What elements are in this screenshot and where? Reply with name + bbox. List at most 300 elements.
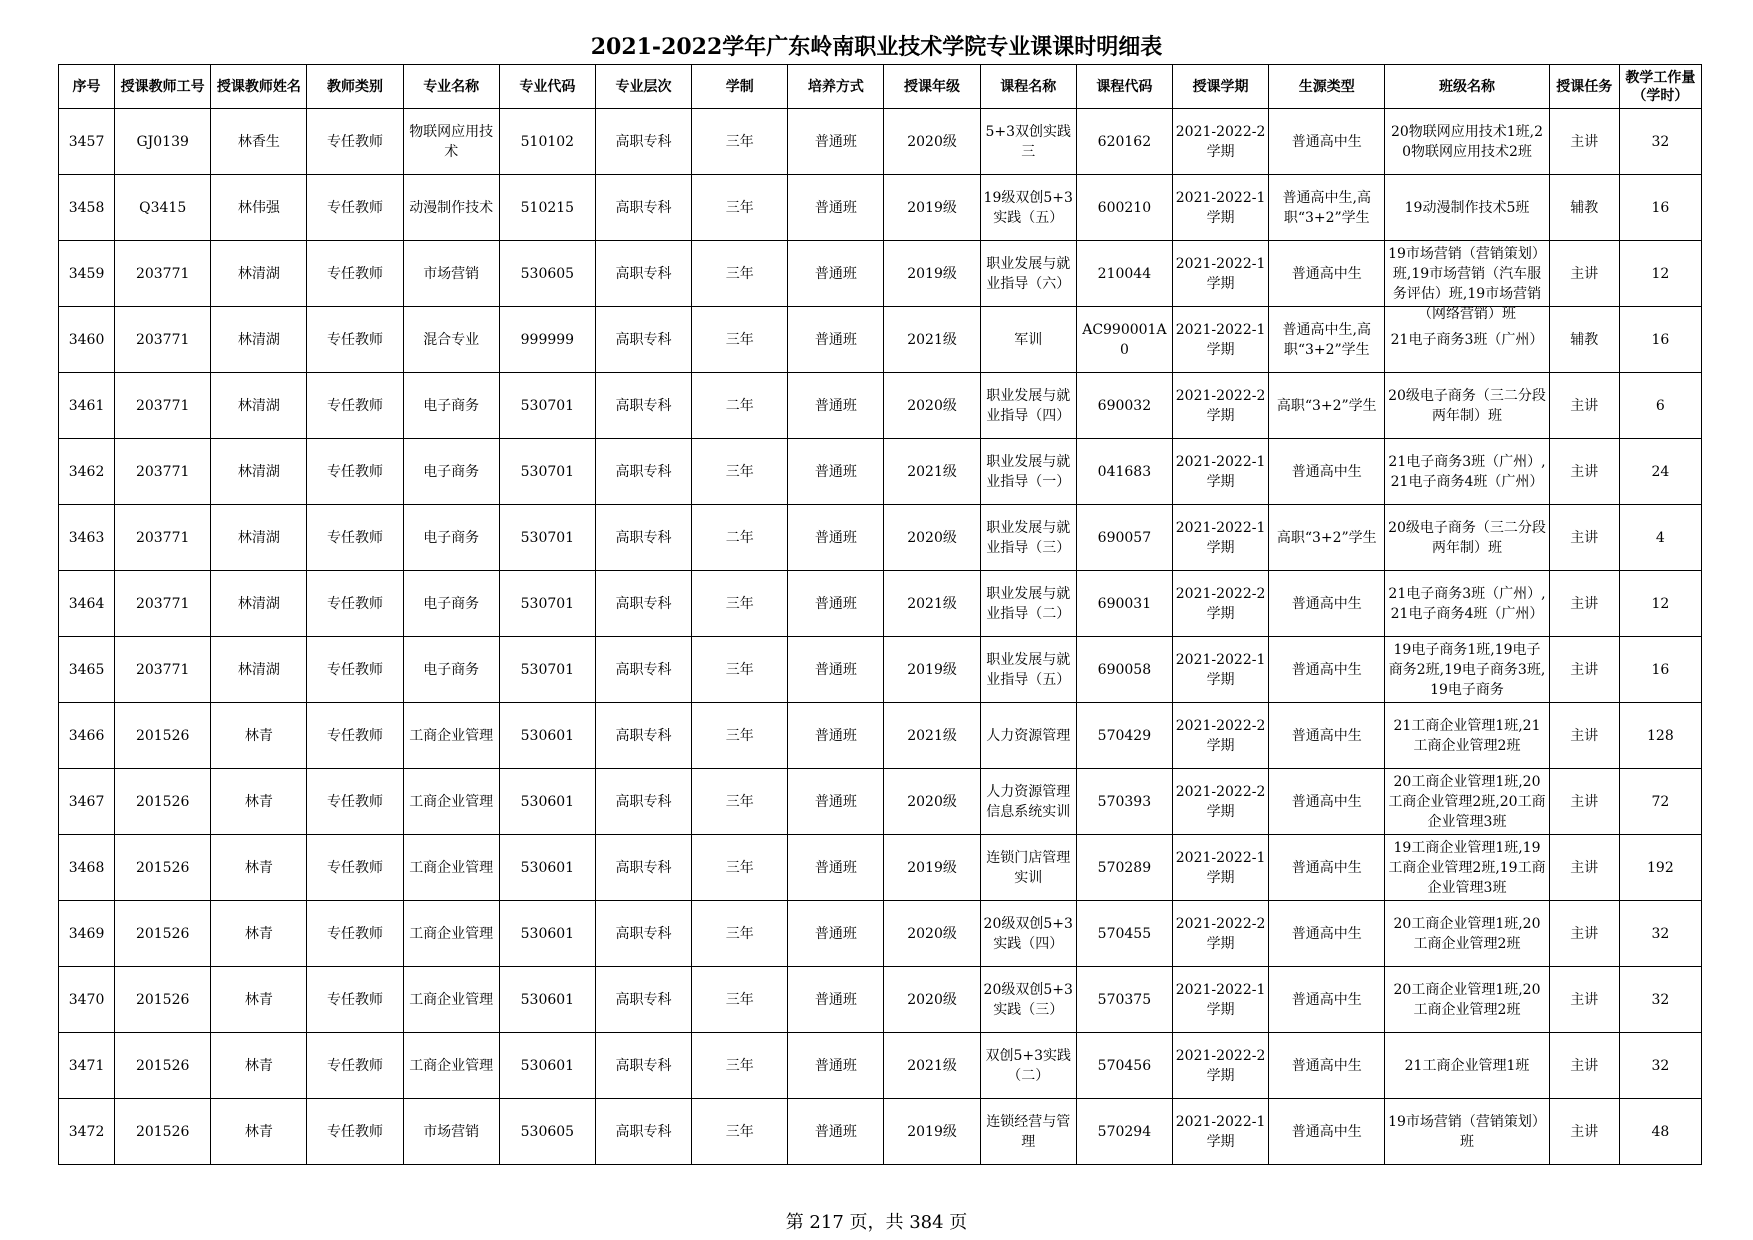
table-row: [59, 1099, 1702, 1165]
table-cell: [1172, 175, 1268, 241]
table-cell: [1076, 307, 1172, 373]
cell-text: 高职专科: [615, 463, 672, 480]
cell-text: 620162: [1097, 133, 1152, 150]
table-cell: [1076, 571, 1172, 637]
table-cell: [595, 373, 691, 439]
cell-text: 林清湖: [237, 397, 280, 414]
cell-text: 专任教师: [327, 727, 384, 744]
table-cell: [1549, 439, 1619, 505]
cell-text: 林青: [244, 1123, 273, 1140]
table-cell: [403, 703, 499, 769]
cell-text: 普通高中生: [1291, 925, 1362, 942]
cell-text: 570455: [1097, 925, 1152, 942]
table-cell: [692, 175, 788, 241]
table-row: [59, 373, 1702, 439]
cell-text: 普通班: [814, 463, 857, 480]
cell-text: 普通班: [814, 199, 857, 216]
cell-text: 三年: [725, 793, 754, 810]
cell-text: 专任教师: [327, 793, 384, 810]
table-cell: [1619, 241, 1701, 307]
cell-text: 690058: [1097, 661, 1152, 678]
table-cell: [211, 175, 307, 241]
cell-text: 专任教师: [327, 925, 384, 942]
table-cell: [115, 637, 211, 703]
cell-text: 3457: [68, 133, 105, 150]
table-cell: [1269, 1099, 1385, 1165]
table-cell: [1269, 109, 1385, 175]
table-cell: [1619, 307, 1701, 373]
cell-text: 林青: [244, 727, 273, 744]
cell-text: 高职专科: [615, 595, 672, 612]
cell-text: 19动漫制作技术5班: [1404, 199, 1530, 216]
column-header: 授课教师工号: [115, 65, 211, 109]
cell-text: 2021-2022-1学期: [1175, 189, 1266, 226]
cell-text: 510102: [520, 133, 575, 150]
table-cell: [595, 307, 691, 373]
table-cell: [884, 769, 980, 835]
cell-text: 20工商企业管理1班,20工商企业管理2班: [1393, 981, 1541, 1018]
cell-text: 三年: [725, 265, 754, 282]
table-cell: [307, 373, 403, 439]
cell-text: AC990001A0: [1082, 321, 1167, 358]
cell-text: 203771: [135, 265, 190, 282]
table-cell: [884, 571, 980, 637]
cell-text: 570294: [1097, 1123, 1152, 1140]
table-cell: [1619, 373, 1701, 439]
cell-text: 530701: [520, 397, 575, 414]
table-cell: [115, 373, 211, 439]
cell-text: 48: [1651, 1123, 1670, 1140]
cell-text: 普通高中生: [1291, 265, 1362, 282]
cell-text: 专任教师: [327, 661, 384, 678]
cell-text: 2019级: [907, 661, 957, 678]
table-cell: [403, 439, 499, 505]
cell-text: 16: [1651, 661, 1670, 678]
cell-text: 林清湖: [237, 265, 280, 282]
cell-text: 128: [1647, 727, 1674, 744]
table-cell: [115, 1033, 211, 1099]
cell-text: 普通班: [814, 991, 857, 1008]
cell-text: 6: [1655, 397, 1665, 414]
table-cell: [499, 769, 595, 835]
cell-text: 570375: [1097, 991, 1152, 1008]
table-cell: [1549, 175, 1619, 241]
cell-text: 3467: [68, 793, 105, 810]
table-cell: [1619, 1099, 1701, 1165]
cell-text: 主讲: [1570, 133, 1599, 150]
cell-text: 203771: [135, 595, 190, 612]
cell-text: 三年: [725, 595, 754, 612]
table-cell: [1549, 637, 1619, 703]
table-cell: [884, 175, 980, 241]
table-cell: [403, 175, 499, 241]
cell-text: 普通高中生: [1291, 991, 1362, 1008]
cell-text: 32: [1651, 925, 1670, 942]
table-cell: [211, 241, 307, 307]
cell-text: 普通高中生: [1291, 727, 1362, 744]
table-cell: [692, 1033, 788, 1099]
cell-text: 2021-2022-2学期: [1175, 387, 1266, 424]
table-cell: [1269, 307, 1385, 373]
table-cell: [1385, 703, 1549, 769]
cell-text: 4: [1655, 529, 1665, 546]
cell-text: 职业发展与就业指导（五）: [986, 651, 1071, 688]
cell-text: 职业发展与就业指导（六）: [986, 255, 1071, 292]
cell-text: 192: [1647, 859, 1674, 876]
cell-text: 2020级: [907, 793, 957, 810]
cell-text: 21电子商务3班（广州）: [1390, 331, 1544, 348]
table-cell: [1172, 505, 1268, 571]
table-cell: [884, 109, 980, 175]
table-cell: [595, 439, 691, 505]
table-row: [59, 901, 1702, 967]
table-cell: [1385, 1033, 1549, 1099]
table-cell: [1172, 835, 1268, 901]
table-cell: [788, 241, 884, 307]
table-row: [59, 769, 1702, 835]
column-header: 班级名称: [1385, 65, 1549, 109]
table-cell: [211, 769, 307, 835]
table-cell: [980, 505, 1076, 571]
table-cell: [595, 901, 691, 967]
cell-text: 动漫制作技术: [409, 199, 494, 216]
table-cell: [307, 571, 403, 637]
table-cell: [307, 637, 403, 703]
table-cell: [403, 241, 499, 307]
table-cell: [1619, 175, 1701, 241]
cell-text: 20级双创5+3实践（三）: [983, 981, 1073, 1018]
column-header: 授课年级: [884, 65, 980, 109]
table-cell: [1549, 1033, 1619, 1099]
table-cell: [1172, 637, 1268, 703]
table-cell: [884, 439, 980, 505]
table-cell: [211, 703, 307, 769]
table-cell: [692, 373, 788, 439]
cell-text: 20级双创5+3实践（四）: [983, 915, 1073, 952]
table-cell: [1076, 1033, 1172, 1099]
table-cell: [980, 1033, 1076, 1099]
table-cell: [692, 505, 788, 571]
table-cell: [1619, 109, 1701, 175]
table-cell: [403, 505, 499, 571]
cell-text: 三年: [725, 1057, 754, 1074]
table-cell: [980, 175, 1076, 241]
cell-text: 三年: [725, 463, 754, 480]
cell-text: 普通班: [814, 1123, 857, 1140]
table-row: [59, 637, 1702, 703]
cell-text: 2021级: [907, 727, 957, 744]
table-cell: [1172, 571, 1268, 637]
table-cell: [59, 835, 115, 901]
cell-text: Q3415: [139, 199, 187, 216]
table-cell: [403, 637, 499, 703]
table-cell: [595, 1099, 691, 1165]
table-cell: [1549, 307, 1619, 373]
cell-text: 林青: [244, 859, 273, 876]
table-row: [59, 175, 1702, 241]
cell-text: 2021-2022-1学期: [1175, 981, 1266, 1018]
cell-text: 20级电子商务（三二分段两年制）班: [1388, 387, 1546, 424]
table-row: [59, 571, 1702, 637]
cell-text: 三年: [725, 199, 754, 216]
table-cell: [1269, 835, 1385, 901]
cell-text: 普通班: [814, 859, 857, 876]
table-cell: [1619, 967, 1701, 1033]
table-cell: [307, 703, 403, 769]
table-cell: [788, 703, 884, 769]
cell-text: 高职专科: [615, 859, 672, 876]
column-header: 课程名称: [980, 65, 1076, 109]
cell-text: 530605: [520, 1123, 575, 1140]
cell-text: 连锁经营与管理: [986, 1113, 1071, 1150]
cell-text: 20物联网应用技术1班,20物联网应用技术2班: [1390, 123, 1544, 160]
column-header: 专业名称: [403, 65, 499, 109]
cell-text: 市场营销: [423, 265, 480, 282]
cell-text: 201526: [135, 727, 190, 744]
cell-text: 辅教: [1570, 331, 1599, 348]
table-cell: [1269, 1033, 1385, 1099]
table-cell: [980, 967, 1076, 1033]
table-cell: [788, 175, 884, 241]
table-cell: [595, 109, 691, 175]
table-cell: [1269, 439, 1385, 505]
table-cell: [1385, 901, 1549, 967]
cell-text: 2021-2022-1学期: [1175, 321, 1266, 358]
cell-text: 2021级: [907, 1057, 957, 1074]
table-cell: [692, 307, 788, 373]
table-cell: [884, 241, 980, 307]
table-cell: [1385, 835, 1549, 901]
table-cell: [884, 373, 980, 439]
table-cell: [499, 637, 595, 703]
cell-text: 主讲: [1570, 463, 1599, 480]
table-cell: [884, 1033, 980, 1099]
table-cell: [1549, 769, 1619, 835]
cell-text: 3472: [68, 1123, 105, 1140]
cell-text: 2021-2022-1学期: [1175, 519, 1266, 556]
cell-text: 工商企业管理: [409, 793, 494, 810]
table-cell: [884, 505, 980, 571]
cell-text: 高职专科: [615, 1123, 672, 1140]
table-cell: [884, 307, 980, 373]
table-cell: [59, 901, 115, 967]
table-cell: [884, 901, 980, 967]
cell-text: 高职专科: [615, 397, 672, 414]
cell-text: 530601: [520, 1057, 575, 1074]
table-cell: [499, 307, 595, 373]
table-cell: [1076, 241, 1172, 307]
table-cell: [499, 1099, 595, 1165]
cell-text: 570289: [1097, 859, 1152, 876]
cell-text: 工商企业管理: [409, 991, 494, 1008]
table-cell: [1076, 1099, 1172, 1165]
column-header: 专业层次: [595, 65, 691, 109]
cell-text: 2021级: [907, 463, 957, 480]
cell-text: 普通高中生: [1291, 1057, 1362, 1074]
table-cell: [692, 967, 788, 1033]
table-cell: [115, 505, 211, 571]
cell-text: 林清湖: [237, 463, 280, 480]
table-cell: [1269, 241, 1385, 307]
table-row: [59, 109, 1702, 175]
cell-text: 普通高中生: [1291, 1123, 1362, 1140]
cell-text: 21工商企业管理1班,21工商企业管理2班: [1393, 717, 1541, 754]
table-cell: [1076, 703, 1172, 769]
cell-text: 林青: [244, 991, 273, 1008]
table-cell: [115, 1099, 211, 1165]
table-cell: [211, 901, 307, 967]
table-cell: [1076, 901, 1172, 967]
cell-text: 3468: [68, 859, 105, 876]
table-cell: [211, 1099, 307, 1165]
cell-text: 3459: [68, 265, 105, 282]
cell-text: 12: [1651, 265, 1670, 282]
cell-text: 林清湖: [237, 331, 280, 348]
table-cell: [115, 967, 211, 1033]
cell-text: 3463: [68, 529, 105, 546]
table-cell: [403, 1033, 499, 1099]
table-cell: [115, 835, 211, 901]
table-cell: [307, 109, 403, 175]
table-cell: [1549, 703, 1619, 769]
cell-text: 电子商务: [423, 529, 480, 546]
table-cell: [595, 967, 691, 1033]
table-cell: [307, 1033, 403, 1099]
cell-text: 电子商务: [423, 463, 480, 480]
cell-text: 20工商企业管理1班,20工商企业管理2班,20工商企业管理3班: [1388, 773, 1546, 830]
table-cell: [1619, 835, 1701, 901]
table-cell: [59, 1099, 115, 1165]
cell-text: 普通班: [814, 529, 857, 546]
cell-text: 2021-2022-2学期: [1175, 717, 1266, 754]
cell-text: 普通班: [814, 331, 857, 348]
table-row: [59, 967, 1702, 1033]
cell-text: 2021级: [907, 331, 957, 348]
cell-text: 专任教师: [327, 529, 384, 546]
table-cell: [788, 109, 884, 175]
cell-text: 高职专科: [615, 793, 672, 810]
table-cell: [980, 835, 1076, 901]
cell-text: 普通高中生: [1291, 595, 1362, 612]
cell-text: 12: [1651, 595, 1670, 612]
cell-text: 二年: [725, 397, 754, 414]
cell-text: 16: [1651, 331, 1670, 348]
table-cell: [211, 505, 307, 571]
column-header: 专业代码: [499, 65, 595, 109]
cell-text: 连锁门店管理实训: [986, 849, 1071, 886]
cell-text: 高职专科: [615, 331, 672, 348]
table-cell: [59, 571, 115, 637]
cell-text: 20工商企业管理1班,20工商企业管理2班: [1393, 915, 1541, 952]
table-cell: [499, 703, 595, 769]
table-cell: [59, 241, 115, 307]
cell-text: 林青: [244, 1057, 273, 1074]
cell-text: 普通班: [814, 397, 857, 414]
table-cell: [499, 901, 595, 967]
table-cell: [115, 175, 211, 241]
cell-text: 2021-2022-1学期: [1175, 1113, 1266, 1150]
cell-text: 203771: [135, 661, 190, 678]
cell-text: 19市场营销（营销策划）班: [1388, 1113, 1546, 1150]
table-row: [59, 835, 1702, 901]
cell-text: 2020级: [907, 397, 957, 414]
cell-text: 职业发展与就业指导（三）: [986, 519, 1071, 556]
cell-text: 203771: [135, 529, 190, 546]
cell-text: 主讲: [1570, 661, 1599, 678]
table-cell: [595, 835, 691, 901]
table-cell: [1269, 637, 1385, 703]
cell-text: 32: [1651, 991, 1670, 1008]
cell-text: 普通班: [814, 133, 857, 150]
table-cell: [1076, 769, 1172, 835]
cell-text: 041683: [1097, 463, 1152, 480]
cell-text: 人力资源管理: [986, 727, 1071, 744]
cell-text: 72: [1651, 793, 1670, 810]
table-cell: [403, 307, 499, 373]
cell-text: 普通高中生: [1291, 133, 1362, 150]
table-cell: [1076, 109, 1172, 175]
cell-text: 530701: [520, 529, 575, 546]
cell-text: 3462: [68, 463, 105, 480]
table-cell: [595, 571, 691, 637]
table-cell: [403, 769, 499, 835]
table-cell: [1619, 703, 1701, 769]
table-cell: [211, 109, 307, 175]
table-header-row: [59, 65, 1702, 109]
cell-text: 20级电子商务（三二分段两年制）班: [1388, 519, 1546, 556]
cell-text: 三年: [725, 661, 754, 678]
cell-text: 职业发展与就业指导（二）: [986, 585, 1071, 622]
table-cell: [1385, 571, 1549, 637]
column-header: 教学工作量（学时）: [1619, 65, 1701, 109]
table-cell: [403, 109, 499, 175]
cell-text: 201526: [135, 859, 190, 876]
table-cell: [980, 901, 1076, 967]
cell-text: 570429: [1097, 727, 1152, 744]
table-cell: [692, 1099, 788, 1165]
table-cell: [403, 835, 499, 901]
table-cell: [788, 637, 884, 703]
table-cell: [307, 307, 403, 373]
table-cell: [59, 967, 115, 1033]
table-cell: [980, 769, 1076, 835]
table-cell: [499, 505, 595, 571]
table-cell: [595, 703, 691, 769]
table-cell: [211, 439, 307, 505]
table-cell: [1549, 505, 1619, 571]
page-title: 2021-2022学年广东岭南职业技术学院专业课课时明细表: [590, 34, 1163, 60]
cell-text: 普通班: [814, 661, 857, 678]
cell-text: 2019级: [907, 199, 957, 216]
cell-text: 3461: [68, 397, 105, 414]
table-cell: [1619, 1033, 1701, 1099]
cell-text: 主讲: [1570, 1123, 1599, 1140]
table-row: [59, 439, 1702, 505]
cell-text: 999999: [520, 331, 575, 348]
table-cell: [307, 439, 403, 505]
cell-text: 主讲: [1570, 529, 1599, 546]
table-cell: [211, 307, 307, 373]
cell-text: 2021-2022-1学期: [1175, 453, 1266, 490]
table-cell: [1172, 1099, 1268, 1165]
table-cell: [499, 835, 595, 901]
cell-text: 2020级: [907, 925, 957, 942]
table-cell: [499, 175, 595, 241]
table-cell: [1269, 769, 1385, 835]
table-cell: [1549, 373, 1619, 439]
cell-text: 专任教师: [327, 397, 384, 414]
table-cell: [1385, 241, 1549, 322]
